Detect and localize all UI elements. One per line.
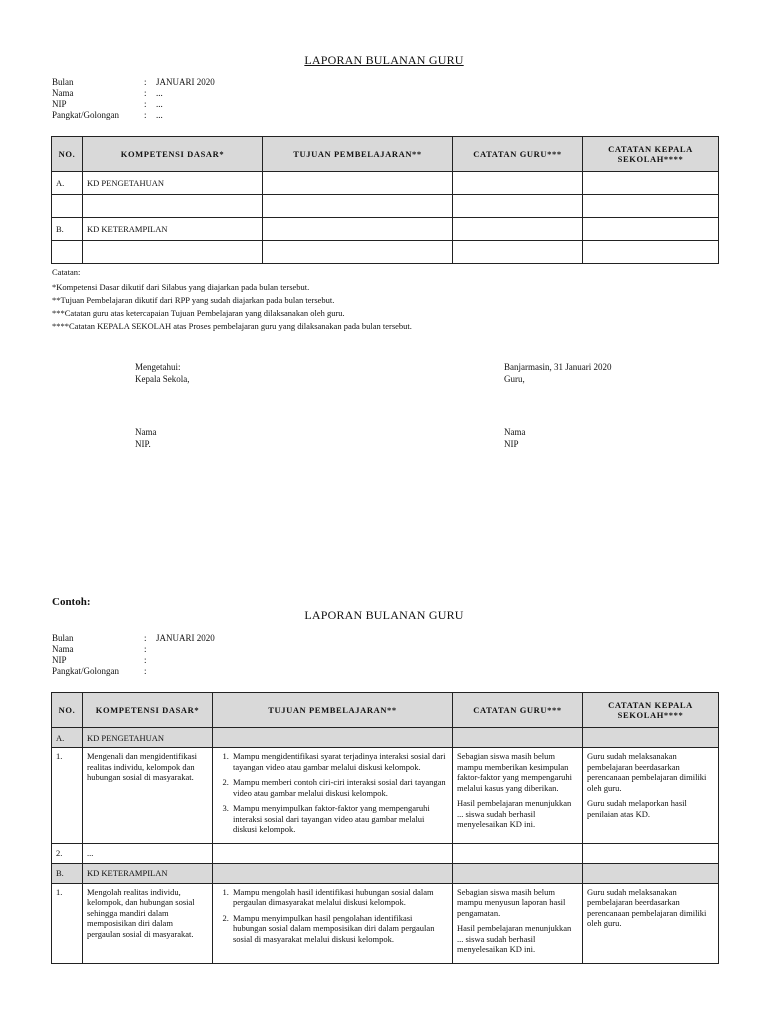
info-row-pangkat: Pangkat/Golongan : ... [52,110,163,120]
table-row: A. KD PENGETAHUAN [52,172,719,195]
example-table [51,692,719,964]
header-catatan-kepsek: CATATAN KEPALA SEKOLAH**** [583,137,719,172]
report-table [51,136,719,264]
signature-right: Banjarmasin, 31 Januari 2020 Guru, Nama NIP [504,362,612,449]
report-info [52,77,215,121]
report-title: LAPORAN BULANAN GURU [304,53,464,67]
table-header-row [52,137,719,172]
header-catatan-kepsek: CATATAN KEPALA SEKOLAH**** [583,693,719,728]
table-row: 2. ... [52,843,719,863]
table-row: B. KD KETERAMPILAN [52,218,719,241]
header-catatan-guru: CATATAN GURU*** [453,137,583,172]
table-row [52,195,719,218]
section-row-b: B. KD KETERAMPILAN [52,863,719,883]
header-tujuan: TUJUAN PEMBELAJARAN** [263,137,453,172]
header-tujuan: TUJUAN PEMBELAJARAN** [213,693,453,728]
info-row-bulan: Bulan : JANUARI 2020 [52,77,215,87]
table-row: 1. Mengolah realitas individu, kelompok, dan hubungan sosial sehingga mandiri dalam memposisikan diri dalam pergaulan sosial di masyarakat. 1. Mampu mengolah hasil identifikasi hubungan sosial dalam pergaulan dimasyarakat melalui diskusi kelompok. 2. Mampu menyimpulkan hasil pengolahan identifikasi hubungan sosial dalam memposisikan diri dalam pergaulan sosial di masyarakat melalui diskusi kelompok. Sebagian siswa masih belum mampu menyusun laporan hasil pengamatan. Hasil pembelajaran menunjukkan ... siswa sudah berhasil menyelesaikan KD ini. Guru sudah melaksanakan pembelajaran beerdasarkan perencanaan pembelajaran dimiliki oleh guru. [52,883,719,963]
header-kompetensi: KOMPETENSI DASAR* [83,137,263,172]
example-info [52,633,215,677]
info-row-nip: NIP : [52,655,147,665]
info-row-pangkat: Pangkat/Golongan : [52,666,147,676]
example-label: Contoh: [52,596,91,608]
table-header-row [52,693,719,728]
note-line: **Tujuan Pembelajaran dikutif dari RPP yang sudah diajarkan pada bulan tersebut. [52,295,335,305]
signature-left: Mengetahui: Kepala Sekola, Nama NIP. [135,362,190,449]
note-line: ****Catatan KEPALA SEKOLAH atas Proses pembelajaran guru yang dilaksanakan pada bulan tersebut. [52,321,412,331]
table-row: 1. Mengenali dan mengidentifikasi realitas individu, kelompok dan hubungan sosial di masyarakat. 1. Mampu mengidentifikasi syarat terjadinya interaksi sosial dari tayangan video atau gambar melalui diskusi kelompok. 2. Mampu memberi contoh ciri-ciri interaksi sosial dari tayangan video atau gambar melalui diskusi kelompok. 3. Mampu menyimpulkan faktor-faktor yang mempengaruhi interaksi sosial dari tayangan video atau gambar melalui diskusi kelompok. Sebagian siswa masih belum mampu memberikan kesimpulan faktor-faktor yang mempengaruhi melalui kasus yang diberikan. Hasil pembelajaran menunjukkan ... siswa sudah berhasil menyelesaikan KD ini. Guru sudah melaksanakan pembelajaran beerdasarkan perencanaan pembelajaran dimiliki oleh guru. Guru sudah melaporkan hasil penilaian atas KD. [52,748,719,844]
notes-section [52,266,412,333]
info-row-bulan: Bulan : JANUARI 2020 [52,633,215,643]
header-no: NO. [52,137,83,172]
header-kompetensi: KOMPETENSI DASAR* [83,693,213,728]
example-title: LAPORAN BULANAN GURU [304,608,464,622]
info-row-nama: Nama : [52,644,147,654]
note-line: *Kompetensi Dasar dikutif dari Silabus yang diajarkan pada bulan tersebut. [52,282,310,292]
table-row [52,241,719,264]
header-catatan-guru: CATATAN GURU*** [453,693,583,728]
info-row-nip: NIP : ... [52,99,163,109]
notes-heading: Catatan: [52,267,81,277]
note-line: ***Catatan guru atas ketercapaian Tujuan Pembelajaran yang dilaksanakan oleh guru. [52,308,345,318]
header-no: NO. [52,693,83,728]
info-row-nama: Nama : ... [52,88,163,98]
section-row-a: A. KD PENGETAHUAN [52,728,719,748]
